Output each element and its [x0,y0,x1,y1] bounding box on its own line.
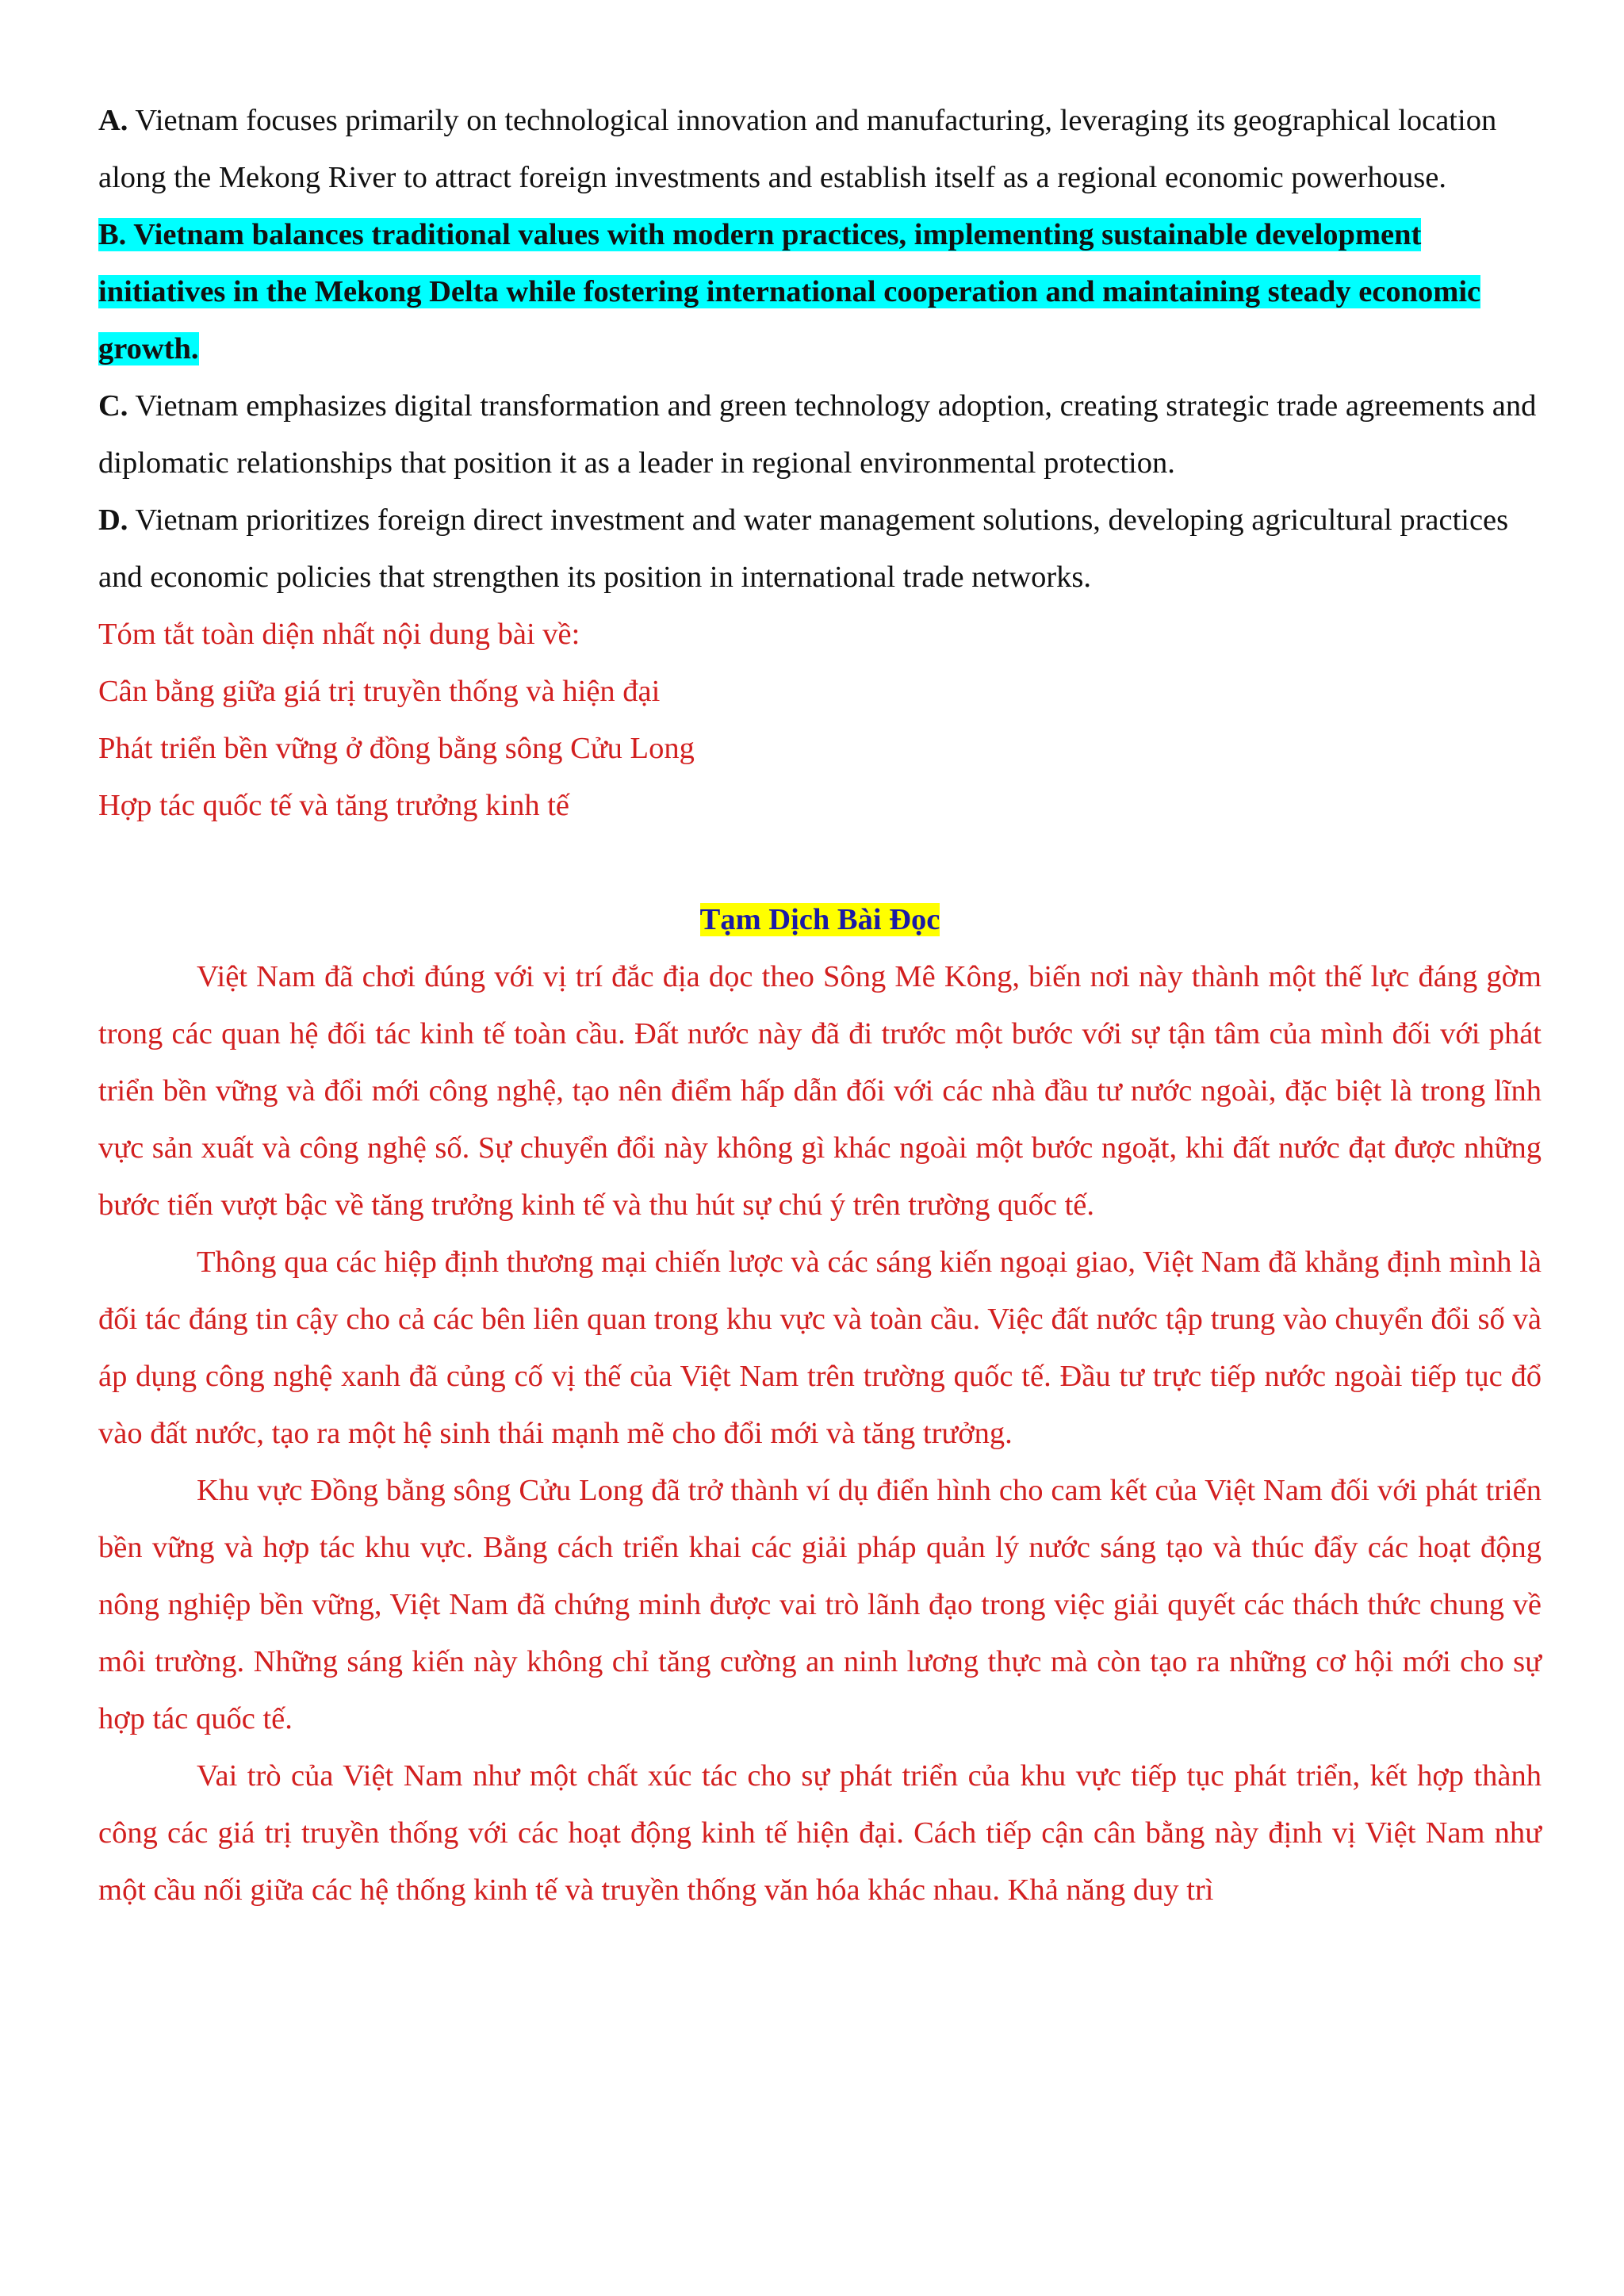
translation-paragraph: Việt Nam đã chơi đúng với vị trí đắc địa dọc theo Sông Mê Kông, biến nơi này thành một thế lực đáng gờm trong các quan hệ đối tác kinh tế toàn cầu. Đất nước này đã đi trước một bước với sự tận tâm của mình đối với phát triển bền vững và đổi mới công nghệ, tạo nên điểm hấp dẫn đối với các nhà đầu tư nước ngoài, đặc biệt là trong lĩnh vực sản xuất và công nghệ số. Sự chuyển đổi này không gì khác ngoài một bước ngoặt, khi đất nước đạt được những bước tiến vượt bậc về tăng trưởng kinh tế và thu hút sự chú ý trên trường quốc tế. [98,960,1542,1222]
option-text: Vietnam focuses primarily on technological innovation and manufacturing, leveraging its geographical location along the Mekong River to attract foreign investments and establish itself as a regional economic powerhouse. [98,104,1497,194]
summary-point: Hợp tác quốc tế và tăng trưởng kinh tế [98,789,570,822]
translation-title: Tạm Dịch Bài Đọc [699,903,940,936]
option-letter: B. [98,218,127,251]
translation-paragraph: Vai trò của Việt Nam như một chất xúc tác cho sự phát triển của khu vực tiếp tục phát triển, kết hợp thành công các giá trị truyền thống với các hoạt động kinh tế hiện đại. Cách tiếp cận cân bằng này định vị Việt Nam như một cầu nối giữa các hệ thống kinh tế và truyền thống văn hóa khác nhau. Khả năng duy trì [98,1759,1542,1907]
option-text: Vietnam emphasizes digital transformation and green technology adoption, creating strategic trade agreements and diplomatic relationships that position it as a leader in regional environmental protection. [98,389,1537,480]
document-page [98,92,1542,1919]
translation-body [98,948,1542,1919]
answer-option-d [98,492,1542,606]
summary-block [98,606,1542,834]
answer-option-b-correct [98,206,1542,377]
option-letter: D. [98,503,128,537]
summary-point: Cân bằng giữa giá trị truyền thống và hiện đại [98,675,661,708]
answer-option-a [98,92,1542,206]
translation-paragraph: Khu vực Đồng bằng sông Cửu Long đã trở thành ví dụ điển hình cho cam kết của Việt Nam đối với phát triển bền vững và hợp tác khu vực. Bằng cách triển khai các giải pháp quản lý nước sáng tạo và thúc đẩy các hoạt động nông nghiệp bền vững, Việt Nam đã chứng minh được vai trò lãnh đạo trong việc giải quyết các thách thức chung về môi trường. Những sáng kiến này không chỉ tăng cường an ninh lương thực mà còn tạo ra những cơ hội mới cho sự hợp tác quốc tế. [98,1474,1542,1735]
option-text: Vietnam balances traditional values with modern practices, implementing sustainable development initiatives in the Mekong Delta while fostering international cooperation and maintaining steady economic growth. [98,218,1481,365]
option-text: Vietnam prioritizes foreign direct investment and water management solutions, developing agricultural practices and economic policies that strengthen its position in international trade networks. [98,503,1509,594]
summary-intro: Tóm tắt toàn diện nhất nội dung bài về: [98,618,580,651]
answer-options [98,92,1542,606]
summary-point: Phát triển bền vững ở đồng bằng sông Cửu Long [98,732,695,765]
translation-paragraph: Thông qua các hiệp định thương mại chiến lược và các sáng kiến ngoại giao, Việt Nam đã khẳng định mình là đối tác đáng tin cậy cho cả các bên liên quan trong khu vực và toàn cầu. Việc đất nước tập trung vào chuyển đổi số và áp dụng công nghệ xanh đã củng cố vị thế của Việt Nam trên trường quốc tế. Đầu tư trực tiếp nước ngoài tiếp tục đổ vào đất nước, tạo ra một hệ sinh thái mạnh mẽ cho đổi mới và tăng trưởng. [98,1246,1542,1450]
answer-option-c [98,377,1542,492]
option-letter: C. [98,389,128,423]
option-letter: A. [98,104,128,137]
